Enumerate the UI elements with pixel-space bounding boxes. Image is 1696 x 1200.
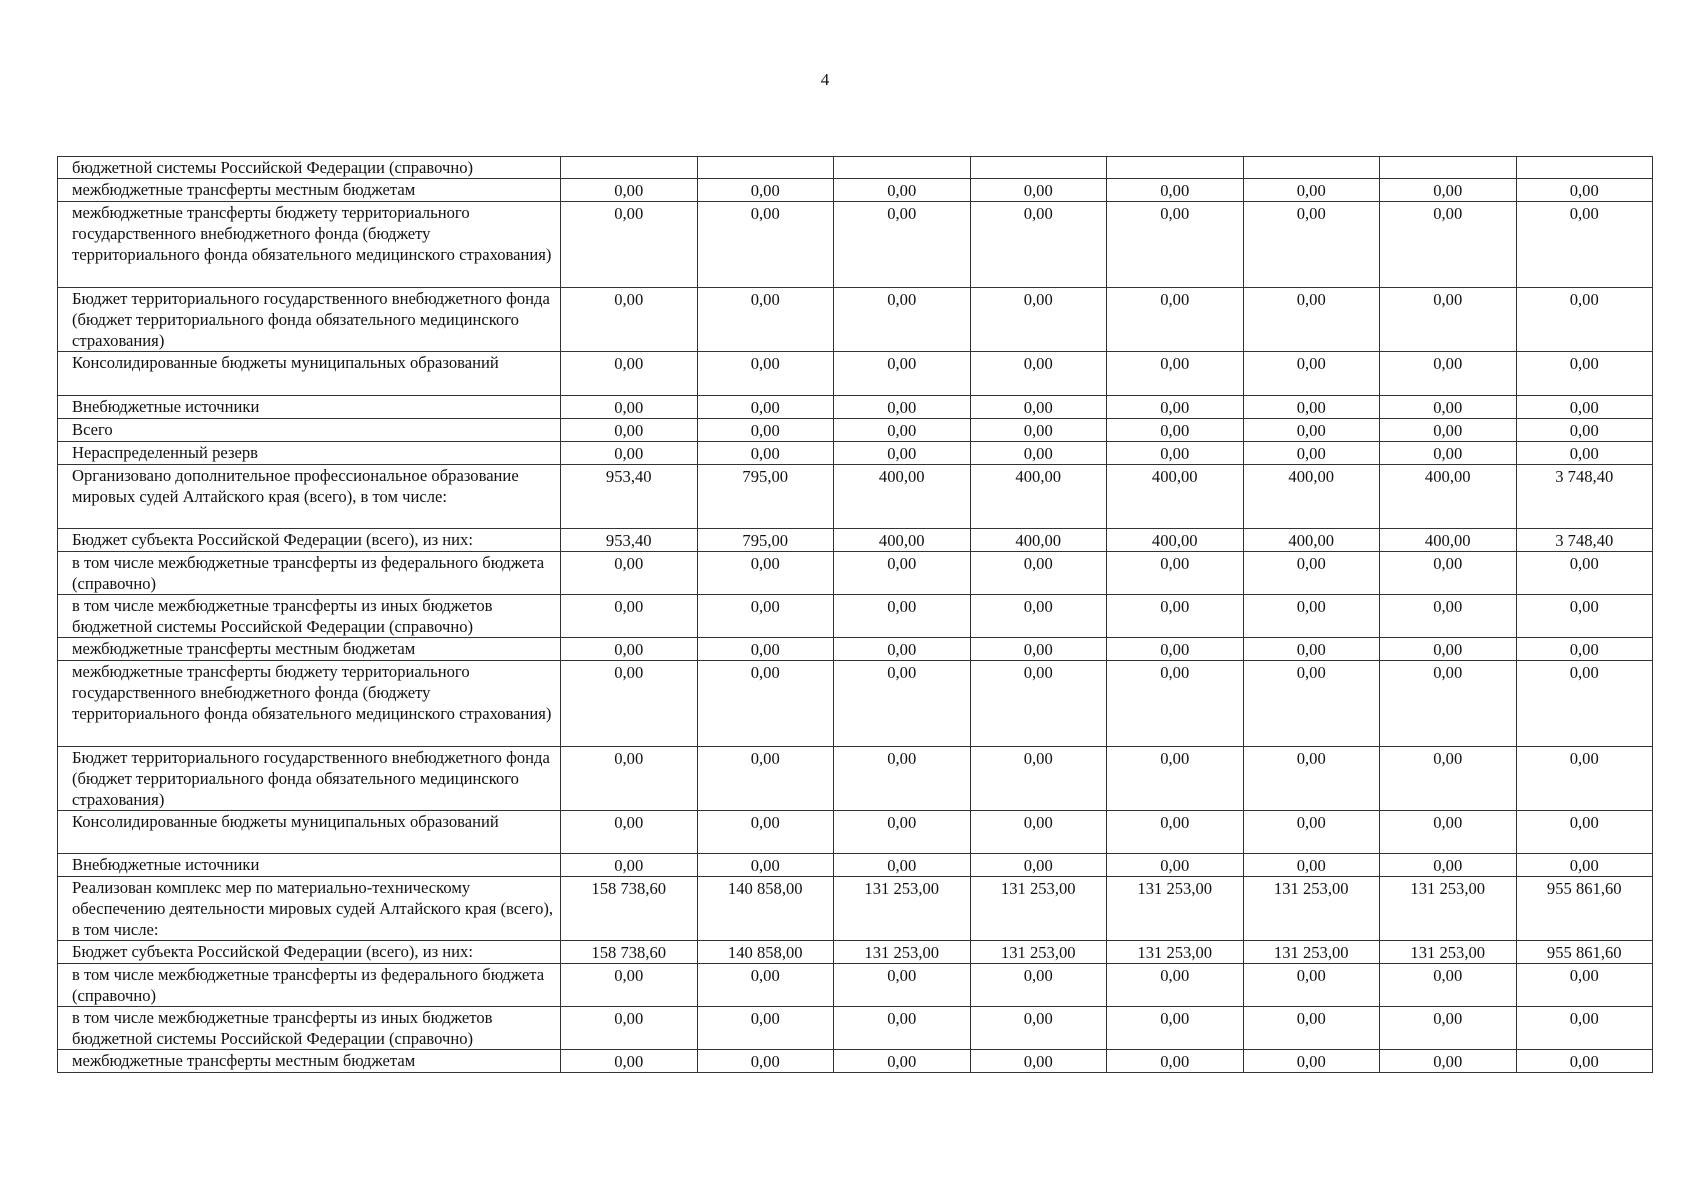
table-row: [58, 529, 1653, 552]
value-cell: 400,00: [1380, 465, 1517, 529]
value-cell: 0,00: [1516, 595, 1653, 638]
value-cell: [1516, 157, 1653, 179]
value-cell: 0,00: [1107, 202, 1244, 288]
table-row: [58, 419, 1653, 442]
value-cell: 0,00: [1516, 179, 1653, 202]
value-cell: 0,00: [1380, 288, 1517, 352]
value-cell: 0,00: [561, 661, 698, 747]
value-cell: 0,00: [561, 442, 698, 465]
value-cell: 0,00: [970, 352, 1107, 396]
value-cell: 0,00: [970, 747, 1107, 811]
value-cell: 158 738,60: [561, 941, 698, 964]
row-label: Внебюджетные источники: [58, 854, 561, 877]
value-cell: 0,00: [1516, 202, 1653, 288]
value-cell: 0,00: [1243, 595, 1380, 638]
value-cell: 0,00: [1516, 964, 1653, 1007]
table-row: [58, 157, 1653, 179]
value-cell: [561, 157, 698, 179]
table-row: [58, 854, 1653, 877]
table-row: [58, 964, 1653, 1007]
value-cell: 0,00: [834, 419, 971, 442]
value-cell: 0,00: [697, 179, 834, 202]
value-cell: 0,00: [561, 1007, 698, 1050]
row-label: межбюджетные трансферты бюджету территориального государственного внебюджетного фонда (бюджету территориального фонда обязательного медицинского страхования): [58, 661, 561, 747]
value-cell: 0,00: [834, 202, 971, 288]
table-row: [58, 465, 1653, 529]
value-cell: 0,00: [970, 442, 1107, 465]
value-cell: 0,00: [1243, 396, 1380, 419]
value-cell: 953,40: [561, 465, 698, 529]
value-cell: 0,00: [970, 288, 1107, 352]
value-cell: 0,00: [1107, 179, 1244, 202]
value-cell: 0,00: [1380, 202, 1517, 288]
value-cell: 131 253,00: [1380, 941, 1517, 964]
table-row: [58, 352, 1653, 396]
row-label: в том числе межбюджетные трансферты из федерального бюджета (справочно): [58, 964, 561, 1007]
value-cell: 0,00: [561, 854, 698, 877]
value-cell: 0,00: [970, 202, 1107, 288]
value-cell: 0,00: [1380, 661, 1517, 747]
value-cell: 0,00: [1380, 811, 1517, 854]
table-row: [58, 1007, 1653, 1050]
table-row: [58, 202, 1653, 288]
value-cell: 131 253,00: [1107, 877, 1244, 941]
value-cell: 0,00: [561, 419, 698, 442]
table-row: [58, 941, 1653, 964]
row-label: Бюджет территориального государственного внебюджетного фонда (бюджет территориального фонда обязательного медицинского страхования): [58, 288, 561, 352]
value-cell: 0,00: [1380, 854, 1517, 877]
value-cell: 0,00: [697, 1050, 834, 1073]
value-cell: 0,00: [1107, 552, 1244, 595]
value-cell: 0,00: [561, 1050, 698, 1073]
value-cell: 0,00: [1243, 964, 1380, 1007]
value-cell: 0,00: [1107, 419, 1244, 442]
value-cell: 140 858,00: [697, 941, 834, 964]
value-cell: 0,00: [1516, 811, 1653, 854]
value-cell: 400,00: [834, 529, 971, 552]
value-cell: [1380, 157, 1517, 179]
value-cell: 0,00: [561, 595, 698, 638]
page-number: 4: [820, 70, 830, 89]
value-cell: 0,00: [1107, 854, 1244, 877]
value-cell: 953,40: [561, 529, 698, 552]
value-cell: 0,00: [1107, 811, 1244, 854]
value-cell: 131 253,00: [970, 877, 1107, 941]
value-cell: 0,00: [834, 552, 971, 595]
value-cell: 0,00: [1107, 288, 1244, 352]
value-cell: 0,00: [834, 854, 971, 877]
row-label: Бюджет субъекта Российской Федерации (всего), из них:: [58, 941, 561, 964]
value-cell: 0,00: [1243, 419, 1380, 442]
value-cell: 0,00: [834, 396, 971, 419]
row-label: в том числе межбюджетные трансферты из иных бюджетов бюджетной системы Российской Федерации (справочно): [58, 595, 561, 638]
value-cell: 0,00: [970, 811, 1107, 854]
value-cell: 0,00: [697, 442, 834, 465]
value-cell: 0,00: [834, 595, 971, 638]
value-cell: 0,00: [1380, 1050, 1517, 1073]
table-row: [58, 442, 1653, 465]
value-cell: 0,00: [1516, 1007, 1653, 1050]
value-cell: 0,00: [834, 638, 971, 661]
value-cell: [1107, 157, 1244, 179]
value-cell: 0,00: [1380, 419, 1517, 442]
value-cell: 400,00: [1107, 529, 1244, 552]
value-cell: 400,00: [1380, 529, 1517, 552]
row-label: бюджетной системы Российской Федерации (справочно): [58, 157, 561, 179]
value-cell: 0,00: [970, 964, 1107, 1007]
value-cell: 0,00: [561, 202, 698, 288]
value-cell: 0,00: [1107, 638, 1244, 661]
value-cell: 0,00: [1516, 638, 1653, 661]
row-label: Внебюджетные источники: [58, 396, 561, 419]
value-cell: 0,00: [561, 747, 698, 811]
value-cell: 0,00: [1380, 638, 1517, 661]
value-cell: 0,00: [1243, 661, 1380, 747]
value-cell: 0,00: [561, 638, 698, 661]
value-cell: 0,00: [1243, 552, 1380, 595]
value-cell: 0,00: [970, 396, 1107, 419]
value-cell: 0,00: [1243, 442, 1380, 465]
value-cell: 0,00: [697, 638, 834, 661]
value-cell: 131 253,00: [834, 941, 971, 964]
value-cell: 0,00: [1516, 854, 1653, 877]
value-cell: 400,00: [1107, 465, 1244, 529]
value-cell: 131 253,00: [1380, 877, 1517, 941]
value-cell: 0,00: [697, 552, 834, 595]
value-cell: 0,00: [697, 288, 834, 352]
row-label: Реализован комплекс мер по материально-техническому обеспечению деятельности мировых судей Алтайского края (всего), в том числе:: [58, 877, 561, 941]
value-cell: 158 738,60: [561, 877, 698, 941]
row-label: Консолидированные бюджеты муниципальных образований: [58, 811, 561, 854]
value-cell: 0,00: [1516, 661, 1653, 747]
value-cell: 0,00: [561, 811, 698, 854]
value-cell: 0,00: [1380, 747, 1517, 811]
value-cell: 795,00: [697, 529, 834, 552]
row-label: Организовано дополнительное профессиональное образование мировых судей Алтайского края (всего), в том числе:: [58, 465, 561, 529]
value-cell: 0,00: [834, 179, 971, 202]
value-cell: 0,00: [834, 1050, 971, 1073]
value-cell: 0,00: [834, 352, 971, 396]
value-cell: 0,00: [1380, 595, 1517, 638]
value-cell: 0,00: [970, 552, 1107, 595]
table-row: [58, 811, 1653, 854]
value-cell: 131 253,00: [1107, 941, 1244, 964]
value-cell: 0,00: [561, 396, 698, 419]
value-cell: 0,00: [1243, 288, 1380, 352]
value-cell: 0,00: [697, 854, 834, 877]
value-cell: 0,00: [1107, 1007, 1244, 1050]
value-cell: 0,00: [697, 964, 834, 1007]
row-label: Нераспределенный резерв: [58, 442, 561, 465]
value-cell: [834, 157, 971, 179]
value-cell: 0,00: [561, 552, 698, 595]
value-cell: 131 253,00: [1243, 941, 1380, 964]
value-cell: 0,00: [970, 179, 1107, 202]
value-cell: 0,00: [697, 352, 834, 396]
value-cell: 400,00: [1243, 465, 1380, 529]
value-cell: 0,00: [697, 1007, 834, 1050]
value-cell: 0,00: [697, 595, 834, 638]
value-cell: 0,00: [1243, 638, 1380, 661]
value-cell: 0,00: [1380, 179, 1517, 202]
value-cell: 0,00: [1516, 352, 1653, 396]
value-cell: 400,00: [834, 465, 971, 529]
value-cell: 0,00: [1107, 352, 1244, 396]
value-cell: [970, 157, 1107, 179]
value-cell: 3 748,40: [1516, 529, 1653, 552]
value-cell: 955 861,60: [1516, 877, 1653, 941]
value-cell: 0,00: [834, 747, 971, 811]
value-cell: 131 253,00: [1243, 877, 1380, 941]
value-cell: 0,00: [697, 811, 834, 854]
table-row: [58, 179, 1653, 202]
row-label: Консолидированные бюджеты муниципальных образований: [58, 352, 561, 396]
value-cell: 0,00: [1243, 179, 1380, 202]
value-cell: 0,00: [697, 661, 834, 747]
table-row: [58, 747, 1653, 811]
value-cell: 0,00: [1243, 202, 1380, 288]
value-cell: 0,00: [1380, 442, 1517, 465]
value-cell: 0,00: [1107, 661, 1244, 747]
value-cell: 140 858,00: [697, 877, 834, 941]
table-row: [58, 552, 1653, 595]
value-cell: 0,00: [834, 1007, 971, 1050]
value-cell: 0,00: [1243, 1050, 1380, 1073]
value-cell: 0,00: [1516, 288, 1653, 352]
value-cell: 0,00: [697, 747, 834, 811]
value-cell: 0,00: [970, 1007, 1107, 1050]
table-row: [58, 396, 1653, 419]
value-cell: 131 253,00: [834, 877, 971, 941]
value-cell: 0,00: [697, 396, 834, 419]
value-cell: 0,00: [970, 661, 1107, 747]
value-cell: 0,00: [970, 1050, 1107, 1073]
value-cell: 0,00: [970, 419, 1107, 442]
value-cell: 400,00: [1243, 529, 1380, 552]
value-cell: 0,00: [1380, 396, 1517, 419]
value-cell: 0,00: [1243, 811, 1380, 854]
value-cell: 0,00: [1516, 396, 1653, 419]
budget-table-body: [58, 157, 1653, 1073]
value-cell: 0,00: [970, 638, 1107, 661]
value-cell: 0,00: [697, 419, 834, 442]
value-cell: 0,00: [1516, 1050, 1653, 1073]
value-cell: 0,00: [1516, 419, 1653, 442]
table-row: [58, 288, 1653, 352]
value-cell: 3 748,40: [1516, 465, 1653, 529]
value-cell: 0,00: [1516, 747, 1653, 811]
table-row: [58, 877, 1653, 941]
value-cell: 0,00: [1516, 442, 1653, 465]
table-row: [58, 595, 1653, 638]
budget-table: [57, 156, 1653, 1073]
row-label: межбюджетные трансферты местным бюджетам: [58, 179, 561, 202]
value-cell: 0,00: [834, 964, 971, 1007]
value-cell: 0,00: [561, 352, 698, 396]
value-cell: 795,00: [697, 465, 834, 529]
value-cell: 0,00: [1243, 747, 1380, 811]
row-label: межбюджетные трансферты бюджету территориального государственного внебюджетного фонда (бюджету территориального фонда обязательного медицинского страхования): [58, 202, 561, 288]
value-cell: 0,00: [561, 179, 698, 202]
row-label: Всего: [58, 419, 561, 442]
value-cell: 0,00: [697, 202, 834, 288]
value-cell: 0,00: [561, 964, 698, 1007]
value-cell: 0,00: [834, 288, 971, 352]
value-cell: [1243, 157, 1380, 179]
value-cell: 0,00: [1107, 442, 1244, 465]
value-cell: 0,00: [1107, 595, 1244, 638]
value-cell: 0,00: [834, 811, 971, 854]
value-cell: 0,00: [1107, 396, 1244, 419]
value-cell: 0,00: [561, 288, 698, 352]
value-cell: 0,00: [1107, 964, 1244, 1007]
row-label: в том числе межбюджетные трансферты из иных бюджетов бюджетной системы Российской Федерации (справочно): [58, 1007, 561, 1050]
row-label: межбюджетные трансферты местным бюджетам: [58, 1050, 561, 1073]
value-cell: 0,00: [1107, 747, 1244, 811]
value-cell: 0,00: [834, 442, 971, 465]
value-cell: 0,00: [1243, 1007, 1380, 1050]
row-label: Бюджет субъекта Российской Федерации (всего), из них:: [58, 529, 561, 552]
table-row: [58, 1050, 1653, 1073]
value-cell: 0,00: [970, 595, 1107, 638]
value-cell: 131 253,00: [970, 941, 1107, 964]
value-cell: 0,00: [1243, 854, 1380, 877]
value-cell: 0,00: [834, 661, 971, 747]
value-cell: [697, 157, 834, 179]
table-row: [58, 661, 1653, 747]
value-cell: 0,00: [1380, 1007, 1517, 1050]
value-cell: 0,00: [1380, 964, 1517, 1007]
value-cell: 0,00: [1107, 1050, 1244, 1073]
value-cell: 400,00: [970, 529, 1107, 552]
value-cell: 955 861,60: [1516, 941, 1653, 964]
value-cell: 0,00: [1243, 352, 1380, 396]
row-label: межбюджетные трансферты местным бюджетам: [58, 638, 561, 661]
value-cell: 0,00: [1380, 352, 1517, 396]
value-cell: 400,00: [970, 465, 1107, 529]
value-cell: 0,00: [1516, 552, 1653, 595]
value-cell: 0,00: [970, 854, 1107, 877]
row-label: в том числе межбюджетные трансферты из федерального бюджета (справочно): [58, 552, 561, 595]
table-row: [58, 638, 1653, 661]
row-label: Бюджет территориального государственного внебюджетного фонда (бюджет территориального фонда обязательного медицинского страхования): [58, 747, 561, 811]
value-cell: 0,00: [1380, 552, 1517, 595]
